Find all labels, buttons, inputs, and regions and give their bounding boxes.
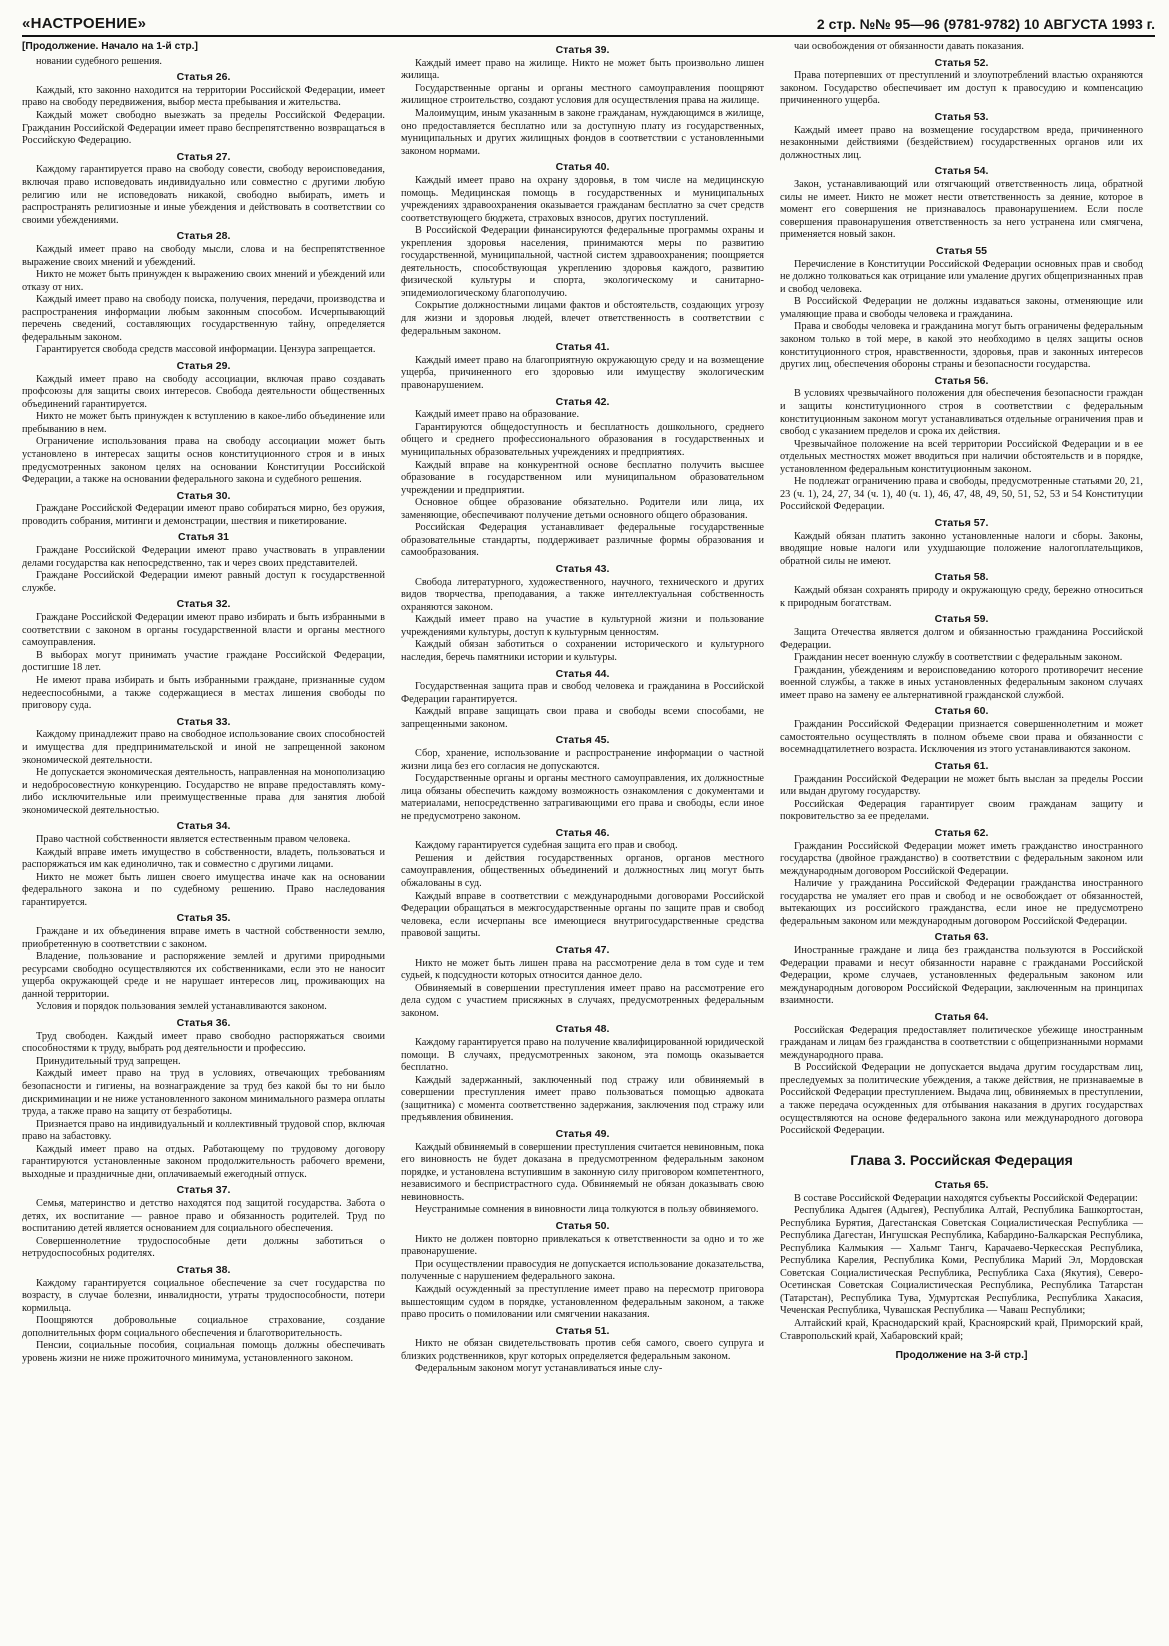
article-title: Статья 61. <box>934 759 989 772</box>
paragraph: Права и свободы человека и гражданина могут быть ограничены федеральным законом только в той мере, в какой это необходимо в целях защиты основ конституционного строя, нравственности, здоровья, прав и законных интересов других лиц, обеспечения обороны страны и безопасности государства. <box>780 321 1143 371</box>
paragraph: Каждый имеет право на отдых. Работающему по трудовому договору гарантируются установленные законом продолжительность рабочего времени, выходные и праздничные дни, оплачиваемый ежегодный отпуск. <box>22 1143 385 1180</box>
paragraph: Гарантируется свобода средств массовой информации. Цензура запрещается. <box>36 344 376 356</box>
paragraph: новании судебного решения. <box>36 55 162 67</box>
paragraph: Государственные органы и органы местного самоуправления, их должностные лица обязаны обеспечить каждому возможность ознакомления с документами и материалами, непосредственно затрагивающими его права и свободы, если иное не предусмотрено законом. <box>401 773 764 823</box>
article-title: Статья 54. <box>934 165 989 178</box>
article-title: Статья 62. <box>934 826 989 839</box>
paragraph: Российская Федерация гарантирует своим гражданам защиту и покровительство за ее пределами. <box>780 798 1143 823</box>
paragraph: Каждый имеет право на труд в условиях, отвечающих требованиям безопасности и гигиены, на вознаграждение за труд без какой бы то ни было дискриминации и не ниже установленного законом минимального размера оплаты труда, а также право на защиту от безработицы. <box>22 1068 385 1118</box>
paragraph: Каждый обязан заботиться о сохранении исторического и культурного наследия, беречь памятники истории и культуры. <box>401 639 764 663</box>
paragraph: Защита Отечества является долгом и обязанностью гражданина Российской Федерации. <box>780 627 1143 651</box>
paragraph: Признается право на индивидуальный и коллективный трудовой спор, включая право на забастовку. <box>22 1118 385 1143</box>
paragraph: В составе Российской Федерации находятся субъекты Российской Федерации: <box>794 1192 1138 1204</box>
article-title: Статья 40. <box>555 161 610 174</box>
paragraph: Граждане Российской Федерации имеют право избирать и быть избранными в соответствии с законом в органы государственной власти и органы местного самоуправления. <box>22 612 385 649</box>
paragraph: Федеральным законом могут устанавливаться иные слу- <box>415 1363 663 1375</box>
paragraph: Каждый вправе защищать свои права и свободы всеми способами, не запрещенными законом. <box>401 706 764 730</box>
paragraph: Владение, пользование и распоряжение землей и другими природными ресурсами свободно осуществляются их собственниками, если это не наносит ущерба окружающей среде и не нарушает интересов лиц, проживающих на данной территории. <box>22 951 385 1000</box>
masthead <box>22 8 1155 37</box>
article-title: Статья 47. <box>555 943 610 956</box>
article-title: Статья 38. <box>176 1263 231 1276</box>
paragraph: Государственная защита прав и свобод человека и гражданина в Российской Федерации гарантируется. <box>401 681 764 705</box>
paragraph: Основное общее образование обязательно. Родители или лица, их заменяющие, обеспечивают получение детьми основного общего образования. <box>401 497 764 521</box>
article-title: Статья 59. <box>934 613 989 626</box>
article-title: Статья 41. <box>555 341 610 354</box>
paragraph: Каждому принадлежит право на свободное использование своих способностей и имущества для предпринимательской и иной не запрещенной законом экономической деятельности. <box>22 729 385 766</box>
article-title: Статья 29. <box>176 359 231 372</box>
column-2 <box>401 41 764 1646</box>
article-title: Статья 64. <box>934 1010 989 1023</box>
article-title: Статья 65. <box>934 1178 989 1191</box>
paragraph: В Российской Федерации финансируются федеральные программы охраны и укрепления здоровья населения, принимаются меры по развитию государственной, муниципальной, частной систем здравоохранения; поощряется деятельность, способствующая укреплению здоровья каждого, развитию физической культуры и спорта, экологическому и санитарно-эпидемиологическому благополучию. <box>401 225 764 299</box>
paragraph: В условиях чрезвычайного положения для обеспечения безопасности граждан и защиты конституционного строя в соответствии с федеральным конституционным законом могут устанавливаться отдельные ограничения прав и свобод с указанием пределов и срока их действия. <box>780 388 1143 438</box>
article-title: Статья 45. <box>555 734 610 747</box>
article-title: Статья 31 <box>178 531 229 544</box>
continuation-note: [Продолжение. Начало на 1-й стр.] <box>22 41 198 52</box>
paragraph: Права потерпевших от преступлений и злоупотреблений властью охраняются законом. Государство обеспечивает им доступ к правосудию и компенсацию причиненного ущерба. <box>780 70 1143 107</box>
paragraph: Поощряются добровольные социальное страхование, создание дополнительных форм социального обеспечения и благотворительность. <box>22 1315 385 1339</box>
paragraph: Каждый вправе на конкурентной основе бесплатно получить высшее образование в государственном или муниципальном образовательном учреждении и предприятии. <box>401 459 764 496</box>
paragraph: Каждый, кто законно находится на территории Российской Федерации, имеет право на свободу передвижения, выбор места пребывания и жительства. <box>22 84 385 109</box>
paragraph: Не имеют права избирать и быть избранными граждане, признанные судом недееспособными, а также содержащиеся в местах лишения свободы по приговору суда. <box>22 675 385 712</box>
paragraph: Каждому гарантируется право на получение квалифицированной юридической помощи. В случаях, предусмотренных законом, эта помощь оказывается бесплатно. <box>401 1037 764 1074</box>
column-1 <box>22 41 385 1646</box>
article-title: Статья 53. <box>934 110 989 123</box>
paragraph: Каждый может свободно выезжать за пределы Российской Федерации. Гражданин Российской Федерации имеет право беспрепятственно возвращаться в Российскую Федерацию. <box>22 109 385 147</box>
paragraph: Граждане Российской Федерации имеют равный доступ к государственной службе. <box>22 570 385 594</box>
article-title: Статья 30. <box>176 489 231 502</box>
paragraph: Каждый обязан сохранять природу и окружающую среду, бережно относиться к природным богатствам. <box>780 585 1143 609</box>
article-title: Статья 56. <box>934 374 989 387</box>
paragraph: Республика Адыгея (Адыгея), Республика Алтай, Республика Башкортостан, Республика Бурятия, Дагестанская Советская Социалистическая Республика — Республика Дагестан, Ингушская Республика, Кабардино-Балкарская Республика, Республика Калмыкия — Хальмг Тангч, Карачаево-Черкесская Республика, Республика Карелия, Республика Коми, Республика Марий Эл, Мордовская Советская Социалистическая Республика, Республика Саха (Якутия), Северо-Осетинская Советская Социалистическая Республика, Республика Татарстан (Татарстан), Республика Тува, Удмуртская Республика, Республика Хакасия, Чеченская Республика, Чувашская Республика — Чаваш Республики; <box>780 1205 1143 1317</box>
paragraph: Гарантируются общедоступность и бесплатность дошкольного, среднего общего и среднего профессионального образования в государственных и муниципальных образовательных учреждениях и предприятиях. <box>401 421 764 458</box>
paragraph: В выборах могут принимать участие граждане Российской Федерации, достигшие 18 лет. <box>22 649 385 674</box>
paragraph: Каждый вправе иметь имущество в собственности, владеть, пользоваться и распоряжаться им как единолично, так и совместно с другими лицами. <box>22 846 385 871</box>
paragraph: Обвиняемый в совершении преступления имеет право на рассмотрение его дела судом с участием присяжных в случаях, предусмотренных федеральным законом. <box>401 982 764 1019</box>
issue-info: 2 стр. №№ 95—96 (9781-9782) 10 АВГУСТА 1993 г. <box>816 16 1155 32</box>
article-title: Статья 34. <box>176 820 231 833</box>
paragraph: Каждый вправе в соответствии с международными договорами Российской Федерации обращаться в межгосударственные органы по защите прав и свобод человека, если исчерпаны все имеющиеся внутригосударственные средства правовой защиты. <box>401 890 764 940</box>
continued-note: Продолжение на 3-й стр.] <box>895 1349 1028 1362</box>
paragraph: Каждый обязан платить законно установленные налоги и сборы. Законы, вводящие новые налоги или ухудшающие положение налогоплательщиков, обратной силы не имеют. <box>780 530 1143 567</box>
paragraph: Никто не должен повторно привлекаться к ответственности за одно и то же правонарушение. <box>401 1233 764 1258</box>
article-title: Статья 44. <box>555 667 610 680</box>
paragraph: Никто не обязан свидетельствовать против себя самого, своего супруга и близких родственников, круг которых определяется федеральным законом. <box>401 1338 764 1362</box>
article-title: Статья 60. <box>934 705 989 718</box>
paragraph: Никто не может быть лишен своего имущества иначе как на основании федерального закона и по судебному решению. Право наследования гарантируется. <box>22 871 385 908</box>
paragraph: Ограничение использования права на свободу ассоциации может быть установлено в интересах защиты основ конституционного строя и в иных предусмотренных законом целях на основании Конституции Российской Федерации, а также на основании федерального закона и судебного решения. <box>22 436 385 486</box>
article-title: Статья 43. <box>555 562 610 575</box>
article-title: Статья 49. <box>555 1127 610 1140</box>
article-title: Статья 35. <box>176 912 231 925</box>
paragraph: Каждый имеет право на благоприятную окружающую среду и на возмещение ущерба, причиненного его здоровью или имуществу экологическим правонарушением. <box>401 354 764 391</box>
paragraph: Сбор, хранение, использование и распространение информации о частной жизни лица без его согласия не допускаются. <box>401 748 764 772</box>
paragraph: Каждый имеет право на свободу ассоциации, включая право создавать профсоюзы для защиты своих интересов. Свобода деятельности общественных объединений гарантируется. <box>22 373 385 410</box>
paragraph: Каждый осужденный за преступление имеет право на пересмотр приговора вышестоящим судом в порядке, установленном федеральным законом, а также право просить о помиловании или смягчении наказания. <box>401 1283 764 1321</box>
article-title: Статья 36. <box>176 1016 231 1029</box>
paragraph: Граждане Российской Федерации имеют право собираться мирно, без оружия, проводить собрания, митинги и демонстрации, шествия и пикетирование. <box>22 503 385 527</box>
article-title: Статья 63. <box>934 931 989 944</box>
article-title: Статья 50. <box>555 1219 610 1232</box>
paragraph: Принудительный труд запрещен. <box>36 1055 181 1067</box>
paragraph: Гражданин Российской Федерации может иметь гражданство иностранного государства (двойное гражданство) в соответствии с федеральным законом или международным договором Российской Федерации. <box>780 840 1143 877</box>
paragraph: Никто не может быть лишен права на рассмотрение дела в том суде и тем судьей, к подсудности которых относится данное дело. <box>401 957 764 982</box>
paragraph: Каждому гарантируется право на свободу совести, свободу вероисповедания, включая право исповедовать индивидуально или совместно с другими любую религию или не исповедовать никакой, свободно выбирать, иметь и распространять религиозные и иные убеждения и действовать в соответствии со своими убеждениями. <box>22 164 385 226</box>
paragraph: Наличие у гражданина Российской Федерации гражданства иностранного государства не умаляет его прав и свобод и не освобождает от обязанностей, вытекающих из российского гражданства, если иное не предусмотрено федеральным законом или международным договором Российской Федерации. <box>780 878 1143 927</box>
paragraph: Гражданин, убеждениям и вероисповеданию которого противоречит несение военной службы, а также в иных установленных федеральным законом случаях имеет право на замену ее альтернативной гражданской службой. <box>780 664 1143 701</box>
article-title: Статья 28. <box>176 230 231 243</box>
paragraph: Чрезвычайное положение на всей территории Российской Федерации и в ее отдельных местностях может вводиться при наличии обстоятельств и в порядке, установленном федеральным конституционным законом. <box>780 438 1143 475</box>
paragraph: Граждане Российской Федерации имеют право участвовать в управлении делами государства как непосредственно, так и через своих представителей. <box>22 545 385 569</box>
chapter-heading: Глава 3. Российская Федерация <box>850 1151 1073 1168</box>
article-title: Статья 39. <box>555 44 610 56</box>
paragraph: Никто не может быть принужден к вступлению в какое-либо объединение или пребыванию в нем. <box>22 411 385 435</box>
paragraph: Труд свободен. Каждый имеет право свободно распоряжаться своими способностями к труду, выбрать род деятельности и профессию. <box>22 1030 385 1055</box>
article-title: Статья 27. <box>176 150 231 163</box>
article-title: Статья 48. <box>555 1023 610 1036</box>
paragraph: Не допускается экономическая деятельность, направленная на монополизацию и недобросовестную конкуренцию. Государство не вправе предоставлять кому-либо исключительные или преимущественные права для занятия любой экономической деятельностью. <box>22 767 385 816</box>
paragraph: Каждому гарантируется социальное обеспечение за счет государства по возрасту, в случае болезни, инвалидности, утраты трудоспособности, потери кормильца. <box>22 1277 385 1314</box>
paragraph: Гражданин Российской Федерации не может быть выслан за пределы России или выдан другому государству. <box>780 773 1143 798</box>
text-columns <box>22 41 1155 1646</box>
paragraph: Право частной собственности является естественным правом человека. <box>36 834 351 846</box>
paragraph: Российская Федерация предоставляет политическое убежище иностранным гражданам и лицам без гражданства в соответствии с общепризнанными нормами международного права. <box>780 1024 1143 1061</box>
article-title: Статья 26. <box>176 71 231 84</box>
paragraph: Каждый задержанный, заключенный под стражу или обвиняемый в совершении преступления имеет право пользоваться помощью адвоката (защитника) с момента соответственно задержания, заключения под стражу или предъявления обвинения. <box>401 1074 764 1124</box>
paragraph: Гражданин несет военную службу в соответствии с федеральным законом. <box>794 652 1123 664</box>
paragraph: Свобода литературного, художественного, научного, технического и других видов творчества, преподавания, а также интеллектуальная собственность охраняются законом. <box>401 576 764 613</box>
article-title: Статья 51. <box>555 1324 610 1337</box>
paragraph: Каждый имеет право на свободу поиска, получения, передачи, производства и распространения информации любым законным способом. Исчерпывающий перечень сведений, составляющих государственную тайну, определяется федеральным законом. <box>22 294 385 343</box>
paragraph: Каждый имеет право на жилище. Никто не может быть произвольно лишен жилища. <box>401 57 764 82</box>
article-title: Статья 46. <box>555 826 610 839</box>
paragraph: Сокрытие должностными лицами фактов и обстоятельств, создающих угрозу для жизни и здоровья людей, влечет ответственность в соответствии с федеральным законом. <box>401 300 764 337</box>
paragraph: Совершеннолетние трудоспособные дети должны заботиться о нетрудоспособных родителях. <box>22 1235 385 1260</box>
paragraph: Пенсии, социальные пособия, социальная помощь должны обеспечивать уровень жизни не ниже прожиточного минимума, установленного законом. <box>22 1340 385 1364</box>
paragraph: Каждый имеет право на свободу мысли, слова и на беспрепятственное выражение своих мнений и убеждений. <box>22 243 385 268</box>
paragraph: Не подлежат ограничению права и свободы, предусмотренные статьями 20, 21, 23 (ч. 1), 24, 27, 34 (ч. 1), 40 (ч. 1), 46, 47, 48, 49, 50, 51, 52, 53 и 54 Конституции Российской Федерации. <box>780 476 1143 513</box>
paragraph: Каждый имеет право на возмещение государством вреда, причиненного незаконными действиями (бездействием) государственных органов или их должностных лиц. <box>780 124 1143 161</box>
paragraph: Никто не может быть принужден к выражению своих мнений и убеждений или отказу от них. <box>22 269 385 293</box>
paragraph: Семья, материнство и детство находятся под защитой государства. Забота о детях, их воспитание — равное право и обязанность родителей. Труд по воспитанию детей является основанием для социального обеспечения. <box>22 1198 385 1235</box>
paragraph: В Российской Федерации не допускается выдача другим государствам лиц, преследуемых за политические убеждения, а также действия, не признаваемые в Российской Федерации преступлением. Выдача лиц, обвиняемых в преступлении, а также передача осужденных для отбывания наказания в других государствах осуществляются на основе федерального закона или международного договора Российской Федерации. <box>780 1062 1143 1137</box>
article-title: Статья 55 <box>936 244 987 257</box>
paragraph: Граждане и их объединения вправе иметь в частной собственности землю, приобретенную в соответствии с законом. <box>22 926 385 950</box>
paragraph: чаи освобождения от обязанности давать показания. <box>794 41 1024 52</box>
article-title: Статья 42. <box>555 395 610 408</box>
paragraph: Каждый имеет право на охрану здоровья, в том числе на медицинскую помощь. Медицинская помощь в государственных и муниципальных учреждениях здравоохранения оказывается гражданам бесплатно за счет средств соответствующего бюджета, страховых взносов, других поступлений. <box>401 174 764 224</box>
paragraph: Малоимущим, иным указанным в законе гражданам, нуждающимся в жилище, оно предоставляется бесплатно или за доступную плату из государственных, муниципальных и других жилищных фондов в соответствии с установленными законом нормами. <box>401 107 764 157</box>
paragraph: Государственные органы и органы местного самоуправления поощряют жилищное строительство, создают условия для осуществления права на жилище. <box>401 82 764 107</box>
paragraph: Каждый обвиняемый в совершении преступления считается невиновным, пока его виновность не будет доказана в предусмотренном федеральным законом порядке, и установлена вступившим в законную силу приговором компетентного, независимого и беспристрастного суда. Обвиняемый не обязан доказывать свою невиновность. <box>401 1141 764 1203</box>
paragraph: Каждый имеет право на образование. <box>415 409 580 421</box>
article-title: Статья 32. <box>176 598 231 611</box>
article-title: Статья 57. <box>934 516 989 529</box>
column-3 <box>780 41 1143 1646</box>
newspaper-title: «НАСТРОЕНИЕ» <box>22 15 147 32</box>
paragraph: Российская Федерация устанавливает федеральные государственные образовательные стандарты, поддерживает различные формы образования и самообразования. <box>401 522 764 559</box>
paragraph: Решения и действия государственных органов, органов местного самоуправления, общественных объединений и должностных лиц могут быть обжалованы в суд. <box>401 852 764 889</box>
article-title: Статья 33. <box>176 715 231 728</box>
article-title: Статья 52. <box>934 56 989 69</box>
paragraph: Каждый имеет право на участие в культурной жизни и пользование учреждениями культуры, доступ к культурным ценностям. <box>401 614 764 638</box>
paragraph: Закон, устанавливающий или отягчающий ответственность лица, обратной силы не имеет. Никто не может нести ответственность за деяние, которое в момент его совершения не признавалось правонарушением. Если после совершения правонарушения ответственность за него устранена или смягчена, применяется новый закон. <box>780 179 1143 241</box>
paragraph: Гражданин Российской Федерации признается совершеннолетним и может самостоятельно осуществлять в полном объеме свои права и обязанности с восемнадцатилетнего возраста. Исключения из этого устанавливаются законом. <box>780 719 1143 756</box>
article-title: Статья 37. <box>176 1184 231 1197</box>
paragraph: Иностранные граждане и лица без гражданства пользуются в Российской Федерации правами и несут обязанности наравне с гражданами Российской Федерации, кроме случаев, установленных федеральным законом или международным договором Российской Федерации, заключенным на принципах взаимности. <box>780 945 1143 1007</box>
paragraph: В Российской Федерации не должны издаваться законы, отменяющие или умаляющие права и свободы человека и гражданина. <box>780 296 1143 320</box>
paragraph: Условия и порядок пользования землей устанавливаются законом. <box>36 1001 327 1013</box>
paragraph: Перечисление в Конституции Российской Федерации основных прав и свобод не должно толковаться как отрицание или умаление других общепризнанных прав и свобод человека. <box>780 258 1143 295</box>
paragraph: Алтайский край, Краснодарский край, Красноярский край, Приморский край, Ставропольский край, Хабаровский край; <box>780 1317 1143 1342</box>
paragraph: При осуществлении правосудия не допускается использование доказательства, полученные с нарушением федерального закона. <box>401 1258 764 1283</box>
article-title: Статья 58. <box>934 571 989 584</box>
paragraph: Каждому гарантируется судебная защита его прав и свобод. <box>415 840 678 852</box>
paragraph: Неустранимые сомнения в виновности лица толкуются в пользу обвиняемого. <box>415 1204 759 1216</box>
